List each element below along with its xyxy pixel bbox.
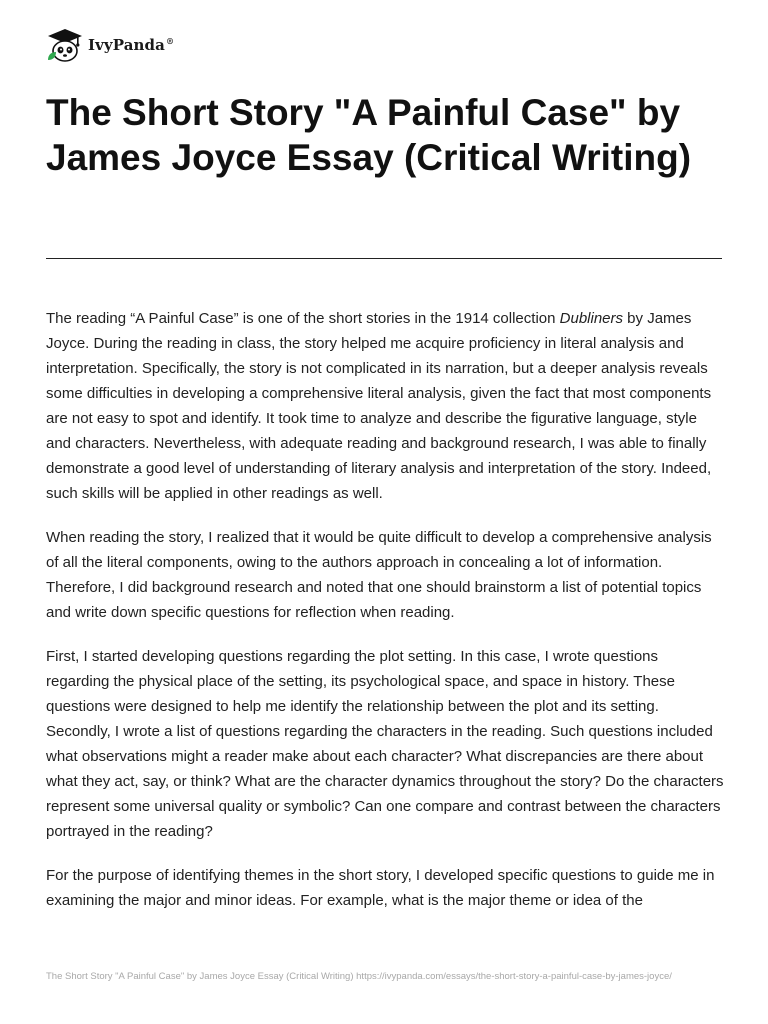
brand-logo[interactable] (46, 27, 174, 63)
page-title: The Short Story "A Painful Case" by James Joyce Essay (Critical Writing) (46, 92, 692, 178)
paragraph-4: For the purpose of identifying themes in the short story, I developed specific questions to guide me in examining the major and minor ideas. For example, what is the major theme or idea of the (46, 867, 715, 909)
footer-citation: The Short Story "A Painful Case" by James Joyce Essay (Critical Writing) https://ivypanda.com/essays/the-short-story-a-painful-case-by-james-joyce/ (46, 971, 672, 982)
paragraph-3: First, I started developing questions regarding the plot setting. In this case, I wrote questions regarding the physical place of the setting, its psychological space, and space in history. These questions were designed to help me identify the relationship between the plot and its setting. Secondly, I wrote a list of questions regarding the characters in the reading. Such questions included what observations might a reader make about each character? What discrepancies are there about what they act, say, or think? What are the character dynamics throughout the story? Do the characters represent some universal quality or symbolic? Can one compare and contrast between the characters portrayed in the reading? (46, 648, 724, 840)
brand-name: IvyPanda® (88, 36, 175, 54)
title-divider (46, 258, 722, 259)
paragraph-1-rest: by James Joyce. During the reading in class, the story helped me acquire proficiency in literal analysis and interpretation. Specifically, the story is not complicated in its narration, but a deeper analysis reveals some difficulties in developing a comprehensive literal analysis, given the fact that most components are not easy to spot and identify. It took time to analyze and describe the figurative language, style and characters. Nevertheless, with adequate reading and background research, I was able to finally demonstrate a good level of understanding of literary analysis and interpretation of the story. Indeed, such skills will be applied in other readings as well. (46, 310, 712, 502)
paragraph-1 (46, 306, 724, 506)
panda-graduation-cap-icon (46, 27, 84, 63)
registered-mark: ® (165, 36, 175, 46)
book-title-dubliners: Dubliners (559, 310, 624, 327)
essay-body (46, 306, 724, 932)
paragraph-2: When reading the story, I realized that it would be quite difficult to develop a comprehensive analysis of all the literal components, owing to the authors approach in concealing a lot of information. Therefore, I did background research and noted that one should brainstorm a list of potential topics and write down specific questions for reflection when reading. (46, 529, 712, 621)
paragraph-1-start: The reading “A Painful Case” is one of the short stories in the 1914 collection (46, 310, 560, 327)
